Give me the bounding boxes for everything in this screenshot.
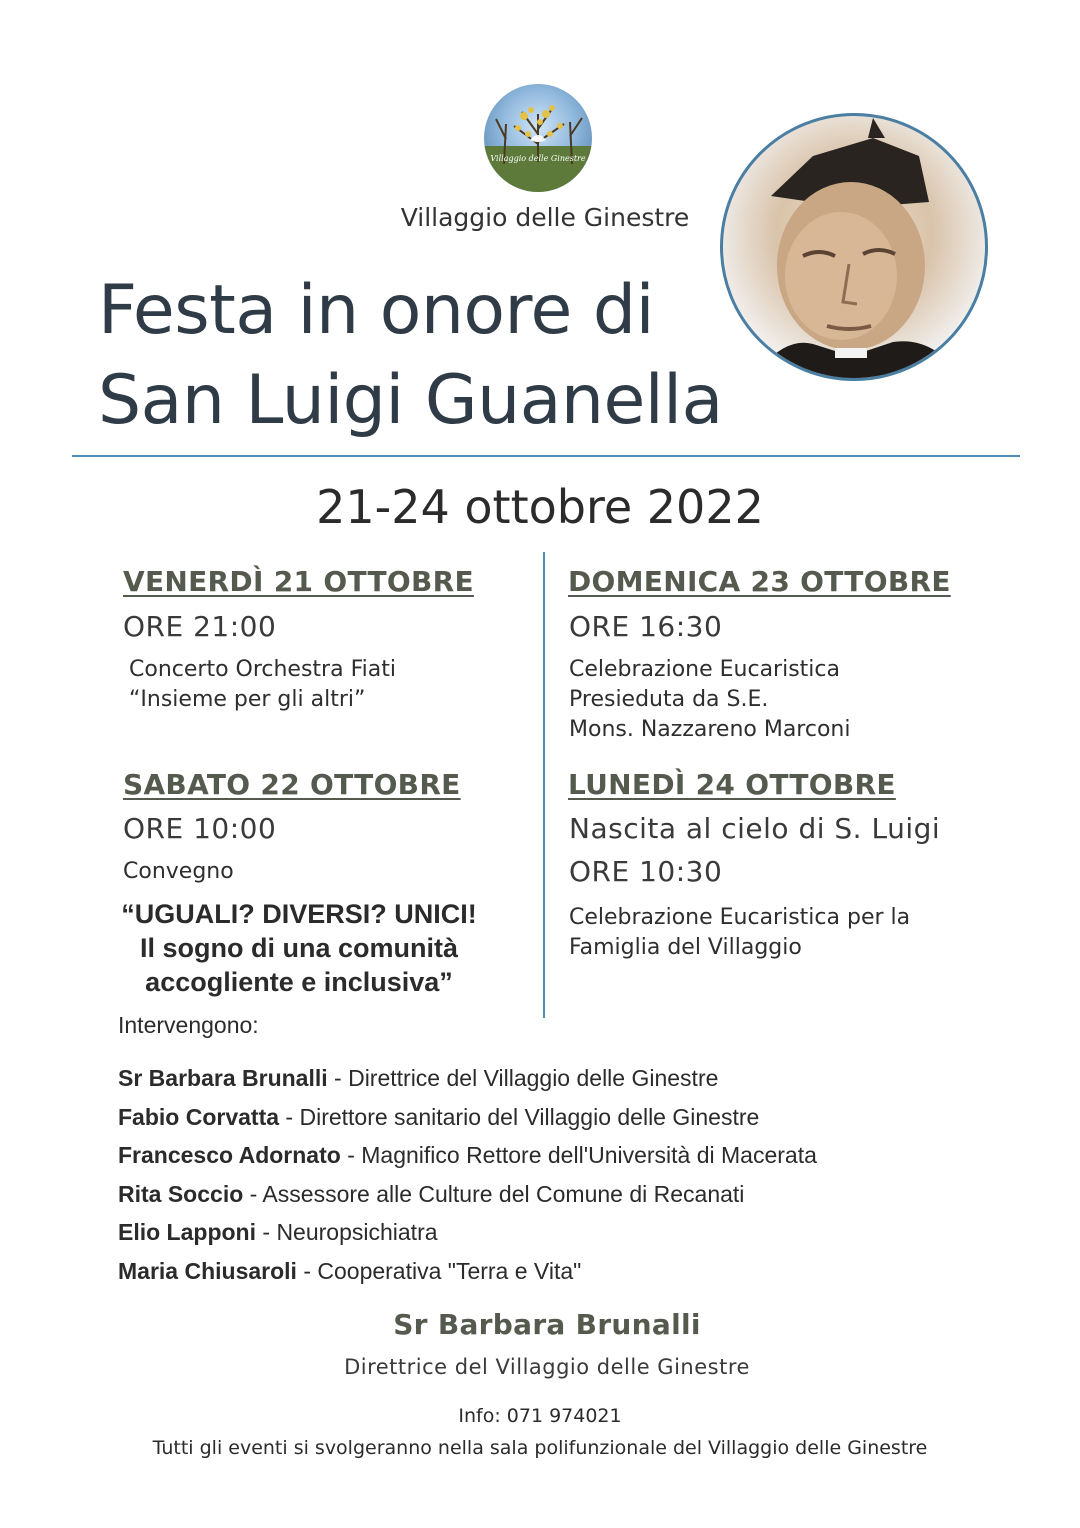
speaker-name: Elio Lapponi [118, 1219, 256, 1245]
title-divider [72, 455, 1020, 457]
speaker-name: Fabio Corvatta [118, 1103, 280, 1130]
speaker-role: - Direttore sanitario del Villaggio delle Ginestre [279, 1103, 760, 1130]
speaker-role: - Neuropsichiatra [256, 1219, 438, 1245]
friday-desc-line-2: “Insieme per gli altri” [129, 687, 366, 712]
speaker-name: Rita Soccio [118, 1180, 244, 1207]
monday-description [569, 903, 910, 963]
theme-line-3: accogliente e inclusiva” [145, 967, 453, 997]
sunday-description [569, 655, 850, 745]
sunday-desc-line-2: Presieduta da S.E. [569, 687, 769, 712]
monday-day: LUNEDÌ 24 OTTOBRE [568, 768, 896, 801]
saturday-time: ORE 10:00 [123, 812, 277, 845]
list-item [118, 1175, 1018, 1214]
speaker-role: - Cooperativa "Terra e Vita" [296, 1257, 582, 1284]
list-item [118, 1059, 1018, 1098]
venue-note: Tutti gli eventi si svolgeranno nella sala polifunzionale del Villaggio delle Ginestre [152, 1437, 928, 1459]
event-saturday [123, 768, 461, 801]
title-line-1: Festa in onore di [98, 271, 654, 350]
title-line-2: San Luigi Guanella [98, 361, 723, 440]
column-divider [543, 552, 545, 1018]
friday-desc-line-1: Concerto Orchestra Fiati [129, 657, 396, 682]
speaker-role: - Magnifico Rettore dell'Università di Macerata [340, 1142, 817, 1168]
speakers-label: Intervengono: [118, 1012, 259, 1038]
speaker-role: - Direttrice del Villaggio delle Ginestre [327, 1065, 719, 1091]
list-item [118, 1213, 1018, 1252]
friday-day: VENERDÌ 21 OTTOBRE [123, 565, 474, 598]
event-friday [123, 565, 474, 598]
sunday-desc-line-3: Mons. Nazzareno Marconi [569, 717, 851, 742]
sunday-day: DOMENICA 23 OTTOBRE [568, 565, 951, 598]
saturday-description: Convegno [123, 859, 234, 884]
list-item [118, 1098, 1018, 1137]
monday-time: ORE 10:30 [569, 855, 723, 888]
friday-description [129, 655, 396, 715]
monday-subtitle: Nascita al cielo di S. Luigi [569, 812, 941, 845]
speaker-name: Francesco Adornato [118, 1142, 341, 1168]
saturday-day: SABATO 22 OTTOBRE [123, 768, 461, 801]
list-item [118, 1252, 1018, 1291]
speaker-role: - Assessore alle Culture del Comune di Recanati [243, 1180, 745, 1207]
theme-line-1: “UGUALI? DIVERSI? UNICI! [121, 899, 477, 929]
event-dates: 21-24 ottobre 2022 [316, 480, 764, 534]
event-sunday [568, 565, 951, 598]
monday-desc-line-1: Celebrazione Eucaristica per la [569, 905, 911, 930]
org-name: Villaggio delle Ginestre [400, 203, 690, 232]
logo-caption: Villaggio delle Ginestre [490, 154, 586, 163]
monday-desc-line-2: Famiglia del Villaggio [569, 935, 802, 960]
conference-theme [118, 897, 480, 999]
logo-tree-image [484, 84, 592, 192]
speaker-name: Sr Barbara Brunalli [118, 1065, 328, 1091]
sunday-time: ORE 16:30 [569, 610, 723, 643]
villaggio-logo [484, 84, 592, 192]
theme-line-2: Il sogno di una comunità [139, 933, 458, 963]
friday-time: ORE 21:00 [123, 610, 277, 643]
speakers-list [118, 1059, 1018, 1290]
sunday-desc-line-1: Celebrazione Eucaristica [569, 657, 840, 682]
event-title [98, 266, 778, 446]
signature-name: Sr Barbara Brunalli [393, 1308, 701, 1341]
list-item [118, 1136, 1018, 1175]
speaker-name: Maria Chiusaroli [118, 1257, 297, 1284]
event-monday [568, 768, 896, 801]
signature-role: Direttrice del Villaggio delle Ginestre [344, 1355, 750, 1379]
contact-info: Info: 071 974021 [458, 1405, 622, 1427]
